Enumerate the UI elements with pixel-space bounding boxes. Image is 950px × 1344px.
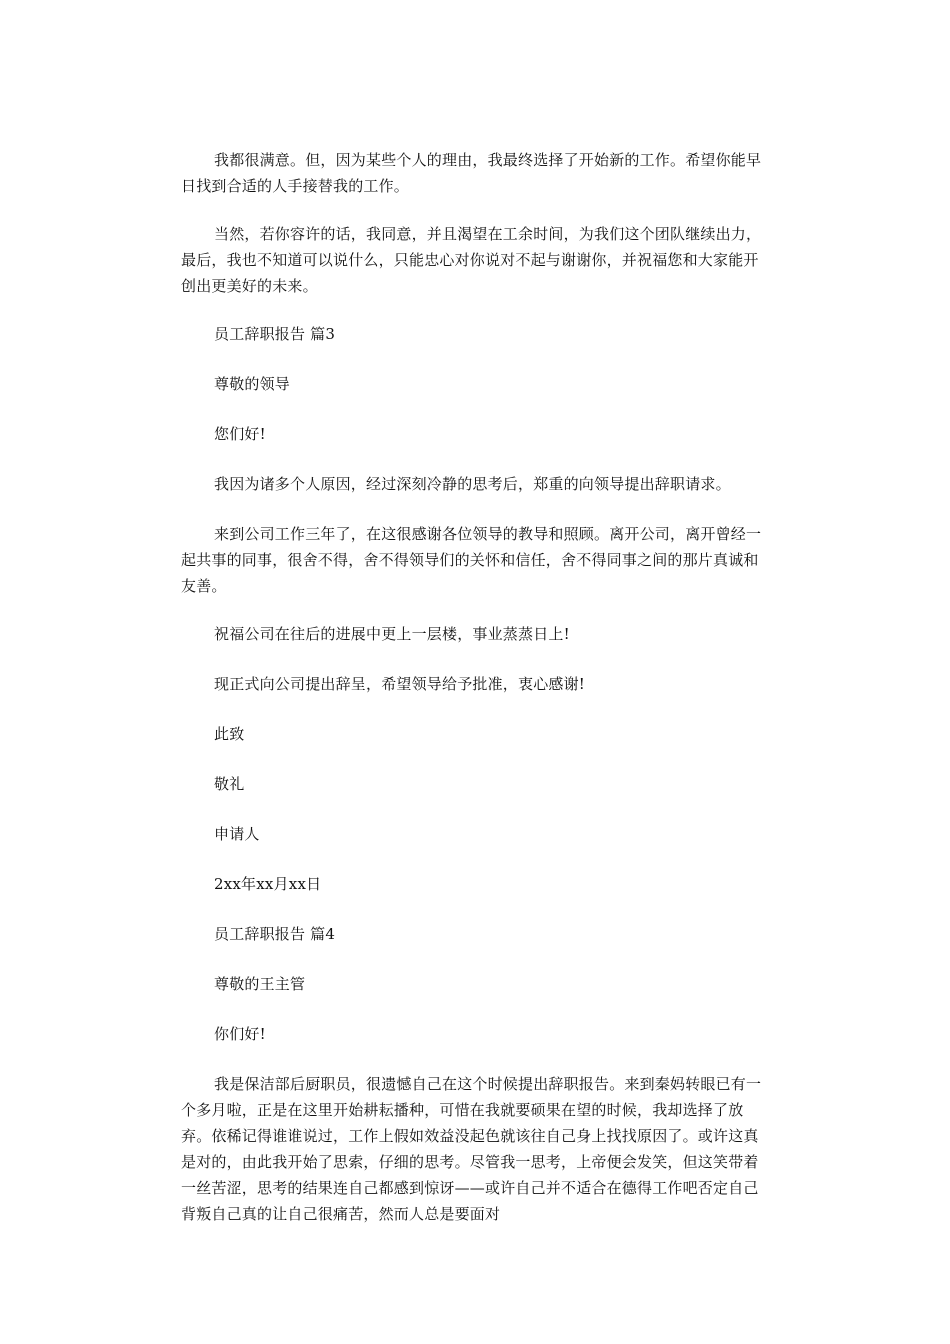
salutation-4: 尊敬的王主管: [214, 975, 306, 993]
paragraph-1: 我都很满意。但，因为某些个人的理由，我最终选择了开始新的工作。希望你能早日找到合适的人手接替我的工作。: [181, 151, 762, 195]
paragraph-2: 当然，若你容许的话，我同意，并且渴望在工余时间，为我们这个团队继续出力，最后，我也不知道可以说什么，只能忠心对你说对不起与谢谢你，并祝福您和大家能开创出更美好的未来。: [181, 225, 762, 295]
applicant-label: 申请人: [214, 825, 260, 843]
paragraph-4-1: 我是保洁部后厨职员，很遗憾自己在这个时候提出辞职报告。来到秦妈转眼已有一个多月啦，正是在这里开始耕耘播种，可惜在我就要硕果在望的时候，我却选择了放弃。依稀记得谁谁说过，工作上假如效益没起色就该往自己身上找找原因了。或许这真是对的，由此我开始了思索，仔细的思考。尽管我一思考，上帝便会发笑，但这笑带着一丝苦涩，思考的结果连自己都感到惊讶——或许自己并不适合在德得工作吧否定自己背叛自己真的让自己很痛苦，然而人总是要面对: [181, 1075, 762, 1223]
paragraph-3-3: 祝福公司在往后的进展中更上一层楼，事业蒸蒸日上!: [214, 625, 570, 643]
document-body: [181, 147, 773, 1227]
paragraph-3-2: 来到公司工作三年了，在这很感谢各位领导的教导和照顾。离开公司，离开曾经一起共事的同事，很舍不得，舍不得领导们的关怀和信任，舍不得同事之间的那片真诚和友善。: [181, 525, 762, 595]
paragraph-3-1: 我因为诸多个人原因，经过深刻冷静的思考后，郑重的向领导提出辞职请求。: [214, 475, 731, 493]
section-heading-4: 员工辞职报告 篇4: [214, 925, 336, 943]
closing-line-1: 此致: [214, 725, 245, 743]
paragraph-3-4: 现正式向公司提出辞呈，希望领导给予批准，衷心感谢!: [214, 675, 586, 693]
date-line: 2xx年xx月xx日: [214, 875, 322, 893]
section-heading-3: 员工辞职报告 篇3: [214, 325, 336, 343]
greeting-4: 你们好!: [214, 1025, 266, 1043]
closing-line-2: 敬礼: [214, 775, 245, 793]
greeting-3: 您们好!: [214, 425, 266, 443]
salutation-3: 尊敬的领导: [214, 375, 291, 393]
